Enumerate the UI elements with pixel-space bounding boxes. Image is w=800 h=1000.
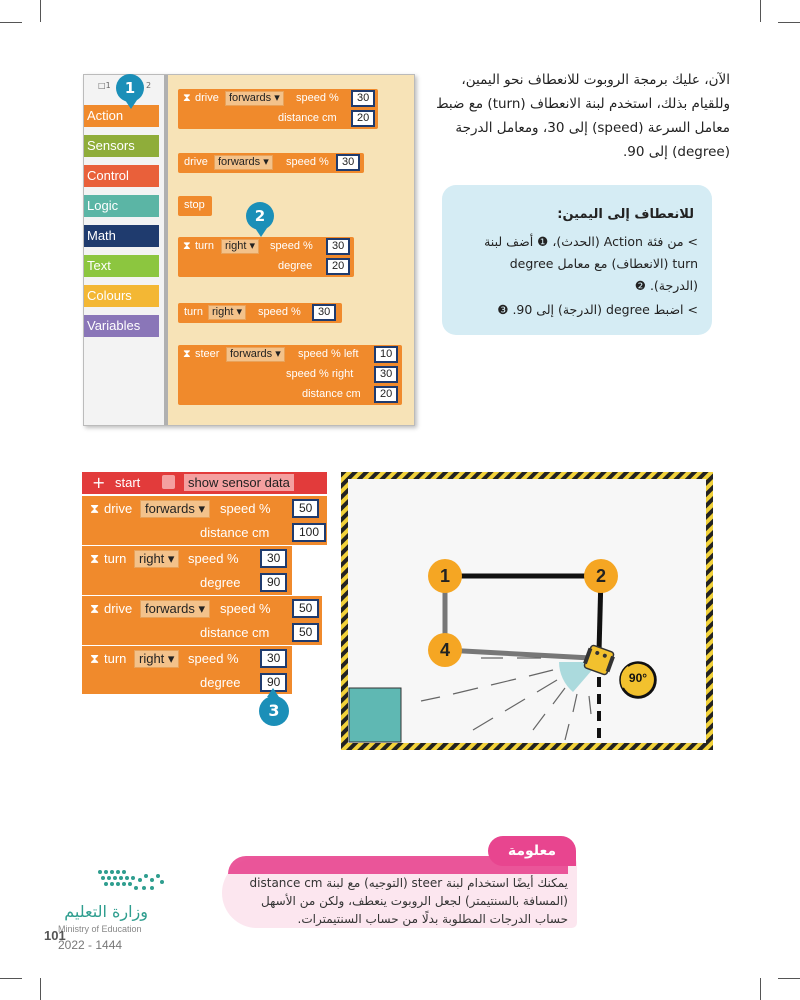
info-title: معلومة: [488, 836, 576, 866]
waypoint-1: 1: [428, 559, 462, 593]
category-list: [84, 75, 165, 425]
badge-pointer: [255, 228, 267, 237]
hourglass-icon: ⧗: [183, 92, 191, 104]
speed-value[interactable]: 30: [260, 549, 287, 568]
crop-mark: [40, 0, 41, 22]
left-speed-value[interactable]: 10: [374, 346, 398, 363]
direction-dropdown[interactable]: right ▾: [134, 650, 179, 668]
start-block[interactable]: + start show sensor data: [82, 472, 327, 494]
palette-scrollbar[interactable]: [164, 75, 168, 425]
checkbox[interactable]: [162, 475, 175, 489]
step-badge-2: 2: [246, 202, 274, 230]
degree-value[interactable]: 20: [326, 258, 350, 275]
instructions-step-2: > اضبط degree (الدرجة) إلى 90. ❸: [497, 302, 698, 317]
ministry-name-ar: وزارة التعليم: [64, 902, 148, 921]
degree-value[interactable]: 90: [260, 573, 287, 592]
hourglass-icon: ⧗: [183, 348, 191, 360]
speed-value[interactable]: 50: [292, 499, 319, 518]
tab-1[interactable]: □1: [98, 81, 111, 90]
crop-mark: [760, 978, 761, 1000]
show-sensor-data-label[interactable]: show sensor data: [184, 474, 294, 491]
block-palette-screenshot: [83, 74, 415, 426]
distance-value[interactable]: 20: [351, 110, 375, 127]
edition-year: 2022 - 1444: [58, 938, 123, 952]
speed-value[interactable]: 30: [351, 90, 375, 107]
waypoint-4: 4: [428, 633, 462, 667]
category-action[interactable]: Action: [84, 105, 159, 127]
category-math[interactable]: Math: [84, 225, 159, 247]
ministry-logo-dots: [96, 866, 166, 894]
turn-block[interactable]: turn right ▾ speed % 30: [178, 303, 342, 323]
drive-block[interactable]: ⧗ drive forwards ▾ speed % 50 distance cm 100: [82, 496, 327, 545]
category-variables[interactable]: Variables: [84, 315, 159, 337]
tab-2[interactable]: 2: [146, 81, 152, 90]
category-text[interactable]: Text: [84, 255, 159, 277]
drive-block[interactable]: drive forwards ▾ speed % 30: [178, 153, 364, 173]
step-badge-1: 1: [116, 74, 144, 102]
turn-block[interactable]: ⧗ turn right ▾ speed % 30 degree 90: [82, 546, 292, 595]
category-logic[interactable]: Logic: [84, 195, 159, 217]
crop-mark: [778, 978, 800, 979]
hourglass-icon: ⧗: [183, 240, 191, 252]
page-number: 101: [44, 928, 66, 943]
direction-dropdown[interactable]: forwards ▾: [214, 155, 273, 170]
hourglass-icon: ⧗: [90, 601, 100, 616]
intro-paragraph: الآن، عليك برمجة الروبوت للانعطاف نحو اليمين، وللقيام بذلك، استخدم لبنة الانعطاف (turn) مع ضبط معامل السرعة (speed) إلى 30، ومعامل الدرجة (degree) إلى 90.: [436, 72, 730, 160]
direction-dropdown[interactable]: right ▾: [221, 239, 259, 254]
direction-dropdown[interactable]: forwards ▾: [140, 600, 210, 618]
ministry-name-en: Ministry of Education: [58, 924, 142, 934]
instructions-title: للانعطاف إلى اليمين:: [557, 207, 694, 222]
category-sensors[interactable]: Sensors: [84, 135, 159, 157]
map-drawing: [341, 472, 713, 750]
degree-value[interactable]: 90: [260, 673, 287, 692]
speed-value[interactable]: 30: [312, 304, 336, 321]
distance-value[interactable]: 50: [292, 623, 319, 642]
turn-block[interactable]: ⧗ turn right ▾ speed % 30 degree 90: [82, 646, 292, 694]
hourglass-icon: ⧗: [90, 551, 100, 566]
bullet: >: [687, 302, 698, 317]
hourglass-icon: ⧗: [90, 651, 100, 666]
ministry-logo: [96, 866, 166, 894]
info-text: يمكنك أيضًا استخدام لبنة steer (التوجيه) مع لبنة distance cm (المسافة بالسنتيمتر) لجعل الروبوت ينعطف، ولكن من الأسهل حساب الدرجات المطلوبة بدلًا من حساب السنتيمترات.: [249, 876, 568, 926]
robot-map: [341, 472, 713, 750]
program-workspace: [82, 472, 327, 694]
step-badge-3: 3: [259, 696, 289, 726]
hourglass-icon: ⧗: [90, 501, 100, 516]
crop-mark: [760, 0, 761, 22]
speed-value[interactable]: 30: [336, 154, 360, 171]
direction-dropdown[interactable]: forwards ▾: [226, 347, 285, 362]
distance-value[interactable]: 100: [292, 523, 326, 542]
direction-dropdown[interactable]: forwards ▾: [140, 500, 210, 518]
waypoint-2: 2: [584, 559, 618, 593]
distance-value[interactable]: 20: [374, 386, 398, 403]
bullet: >: [687, 234, 698, 249]
instructions-box: [442, 185, 712, 335]
plus-icon: +: [92, 473, 106, 492]
turn-degree-block[interactable]: ⧗ turn right ▾ speed % 30 degree 20: [178, 237, 354, 277]
category-control[interactable]: Control: [84, 165, 159, 187]
category-colours[interactable]: Colours: [84, 285, 159, 307]
right-speed-value[interactable]: 30: [374, 366, 398, 383]
drive-distance-block[interactable]: ⧗ drive forwards ▾ speed % 30 distance cm 20: [178, 89, 378, 129]
direction-dropdown[interactable]: right ▾: [134, 550, 179, 568]
direction-dropdown[interactable]: right ▾: [208, 305, 246, 320]
angle-label: 90°: [628, 671, 648, 685]
crop-mark: [778, 22, 800, 23]
speed-value[interactable]: 30: [326, 238, 350, 255]
crop-mark: [40, 978, 41, 1000]
steer-block[interactable]: ⧗ steer forwards ▾ speed % left 10 speed % right 30 distance cm 20: [178, 345, 402, 405]
badge-pointer: [125, 100, 137, 109]
instructions-step-1: > من فئة Action (الحدث)، ❶ أضف لبنة turn (الانعطاف) مع معامل degree (الدرجة). ❷: [484, 234, 698, 293]
crop-mark: [0, 22, 22, 23]
drive-block[interactable]: ⧗ drive forwards ▾ speed % 50 distance cm 50: [82, 596, 322, 645]
direction-dropdown[interactable]: forwards ▾: [225, 91, 284, 106]
crop-mark: [0, 978, 22, 979]
stop-block[interactable]: stop: [178, 196, 212, 216]
speed-value[interactable]: 30: [260, 649, 287, 668]
speed-value[interactable]: 50: [292, 599, 319, 618]
